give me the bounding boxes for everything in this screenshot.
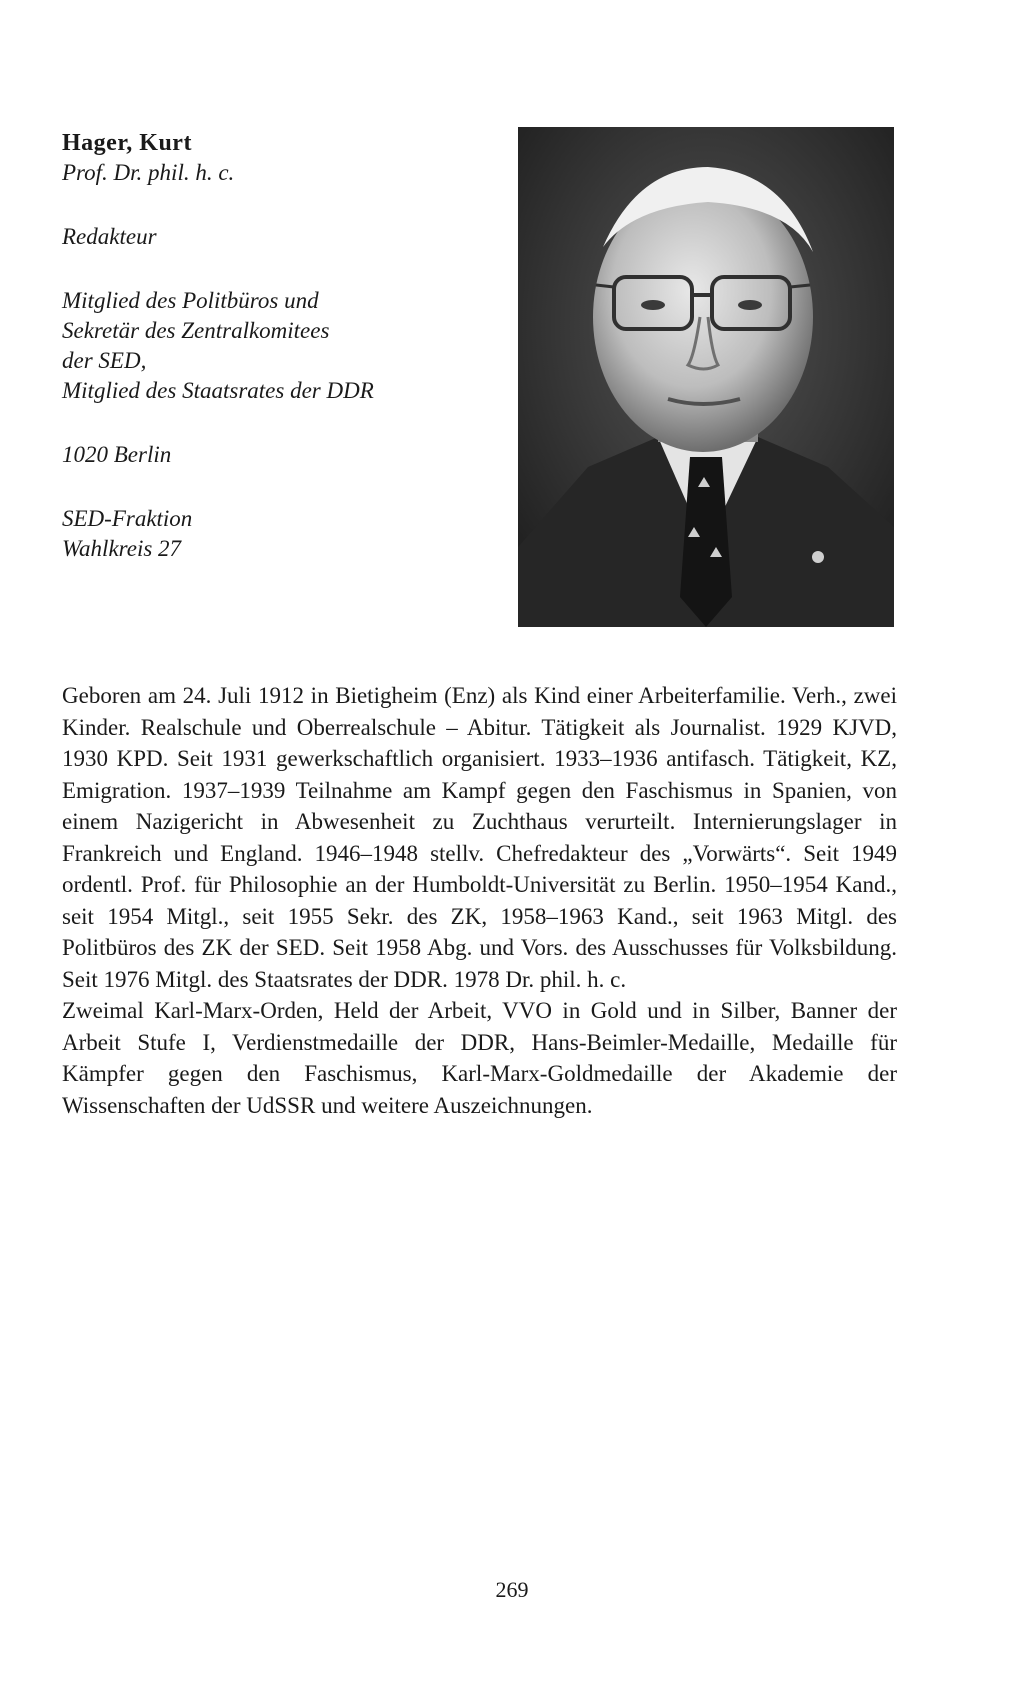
function-line: der SED, xyxy=(62,348,147,373)
faction: SED-Fraktion xyxy=(62,506,193,531)
person-name: Hager, Kurt xyxy=(62,130,192,156)
page-number: 269 xyxy=(495,1577,529,1602)
occupation: Redakteur xyxy=(62,224,157,249)
city: 1020 Berlin xyxy=(62,442,172,467)
function-line: Mitglied des Politbüros und xyxy=(62,288,319,313)
biography-text: Geboren am 24. Juli 1912 in Bietigheim (Enz) als Kind einer Arbeiterfamilie. Verh., zwei Kinder. Realschule und Oberrealschule – Abitur. Tätigkeit als Journalist. 1929 KJVD, 1930 KPD. Seit 1931 gewerkschaftlich organisiert. 1933–1936 antifasch. Tätigkeit, KZ, Emigration. 1937–1939 Teilnahme am Kampf gegen den Faschismus in Spanien, von einem Nazigericht in Abwesenheit zu Zuchthaus verurteilt. Internierungslager in Frankreich und England. 1946–1948 stellv. Chefredakteur des „Vorwärts“. Seit 1949 ordentl. Prof. für Philosophie an der Humboldt-Universität zu Berlin. 1950–1954 Kand., seit 1954 Mitgl., seit 1955 Sekr. des ZK, 1958–1963 Kand., seit 1963 Mitgl. des Politbüros des ZK der SED. Seit 1958 Abg. und Vors. des Ausschusses für Volksbildung. Seit 1976 Mitgl. des Staatsrates der DDR. 1978 Dr. phil. h. c. xyxy=(62,683,897,992)
person-header xyxy=(62,128,502,564)
portrait-image xyxy=(518,127,894,627)
constituency: Wahlkreis 27 xyxy=(62,536,182,561)
portrait-photo xyxy=(518,127,894,627)
academic-title: Prof. Dr. phil. h. c. xyxy=(62,160,235,185)
function-line: Mitglied des Staatsrates der DDR xyxy=(62,378,374,403)
biography xyxy=(62,680,897,1121)
function-line: Sekretär des Zentralkomitees xyxy=(62,318,330,343)
awards-text: Zweimal Karl-Marx-Orden, Held der Arbeit, VVO in Gold und in Silber, Banner der Arbeit Stufe I, Verdienstmedaille der DDR, Hans-Beimler-Medaille, Medaille für Kämpfer gegen den Faschismus, Karl-Marx-Goldmedaille der Akademie der Wissenschaften der UdSSR und weitere Auszeichnungen. xyxy=(62,998,897,1118)
